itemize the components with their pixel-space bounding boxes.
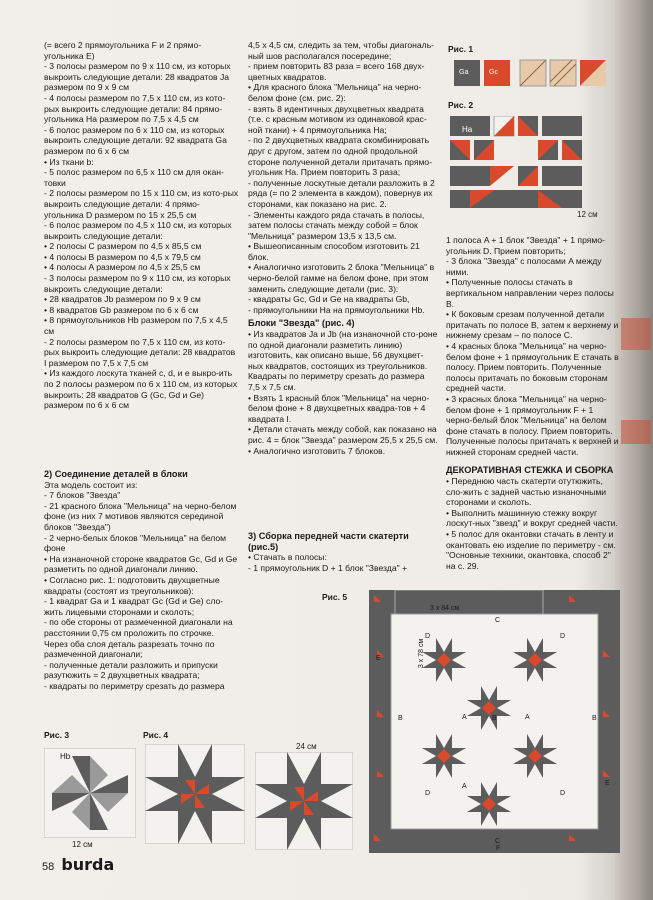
col2-paragraph: • Для красного блока "Мельница" на черно-белом фоне (см. рис. 2): bbox=[248, 82, 422, 103]
figure-2-label: Рис. 2 bbox=[448, 100, 474, 110]
figure-3-bw-mill-block bbox=[44, 748, 136, 838]
col2c-paragraph: • Детали стачать между собой, как показано на рис. 4 = блок "Звезда" размером 25,5 х 25,5 см. bbox=[248, 424, 438, 445]
hb-label: Hb bbox=[60, 752, 71, 761]
figure-4-label: Рис. 4 bbox=[143, 730, 169, 740]
col1-paragraph: - 5 полос размером по 6,5 х 110 см для окан-товки bbox=[44, 167, 224, 188]
page-number: 58 bbox=[42, 861, 55, 873]
quilt-label-a-1: A bbox=[462, 714, 467, 721]
col1b-paragraph: - 21 красного блока "Мельница" на черно-белом фоне (из них 7 мотивов являются серединой блоков "Звезда") bbox=[44, 500, 237, 532]
col1-paragraph: • 8 квадратов Gb размером по 6 х 6 см bbox=[44, 304, 199, 315]
col1b-paragraph: - 1 квадрат Ga и 1 квадрат Gc (Gd и Ge) сло-жить лицевыми сторонами и сколоть; bbox=[44, 596, 224, 617]
figure-2-mill-block bbox=[450, 116, 620, 212]
col1b-paragraph: - 7 блоков "Звезда" bbox=[44, 490, 121, 501]
col2c-paragraph: • Аналогично изготовить 7 блоков. bbox=[248, 445, 386, 456]
col1-paragraph: - 2 полосы размером по 7,5 х 110 см, из кото-рых выкроить следующие детали: 28 квадратов I размером по 7,5 х 7,5 см bbox=[44, 336, 236, 368]
col2-paragraph: - взять 8 идентичных двухцветных квадрата (т.е. с красным мотивом из одинаковой крас-ной ткани) + 4 прямоугольника Ha; bbox=[248, 103, 427, 135]
col1-paragraph: • 2 полосы C размером по 4,5 х 85,5 см bbox=[44, 241, 202, 252]
decorative-quilting-title: ДЕКОРАТИВНАЯ СТЕЖКА И СБОРКА bbox=[446, 465, 614, 476]
quilt-measure-height: 3 х 78 см bbox=[418, 638, 426, 669]
col3-paragraph: - 3 блока "Звезда" с полосами A между ними. bbox=[446, 256, 602, 277]
col1-paragraph: - 3 полосы размером по 9 х 110 см, из которых выкроить следующие детали: 28 квадратов Ja размером по 9 х 9 см bbox=[44, 61, 231, 93]
col1b-paragraph: • Согласно рис. 1: подготовить двухцветные квадраты (состоят из треугольников): bbox=[44, 574, 220, 596]
ga-label: Ga bbox=[459, 69, 469, 76]
page-footer bbox=[42, 855, 114, 874]
quilt-measure-width: 3 х 84 см bbox=[430, 605, 460, 612]
col2-paragraph: - полученные лоскутные детали разложить в 2 ряда (= по 2 элемента в каждом), повернув их сторонами, как показано на рис. 2. bbox=[248, 177, 435, 209]
figure-3-label: Рис. 3 bbox=[44, 730, 70, 740]
col1b-paragraph: - 2 черно-белых блоков "Мельница" на белом фоне bbox=[44, 532, 227, 554]
col3b-paragraph: • 5 полос для окантовки стачать в ленту и окантовать ею изделие по периметру - см. "Основные техники, окантовка, способ 2" на с. 29. bbox=[446, 529, 616, 571]
figure-1-label: Рис. 1 bbox=[448, 44, 474, 54]
col3b-paragraph: • Переднюю часть скатерти отутюжить, сло-жить с задней частью изнаночными сторонами и сколоть. bbox=[446, 476, 607, 508]
col2-paragraph: 4,5 х 4,5 см, следить за тем, чтобы диагональ-ный шов располагался посередине; bbox=[248, 40, 435, 61]
col3b-paragraph: • Выполнить машинную стежку вокруг лоскут-ных "звезд" и вокруг средней части. bbox=[446, 507, 618, 529]
section-2 bbox=[44, 466, 239, 691]
col2-paragraph: • Аналогично изготовить 2 блока "Мельница" в черно-белой гамме на белом фоне, при этом заменить следующие детали (рис. 3): bbox=[248, 262, 435, 294]
col1-paragraph: • Из ткани b: bbox=[44, 156, 94, 167]
quilt-label-b-3: B bbox=[492, 715, 497, 722]
quilt-label-d-2: D bbox=[425, 633, 431, 640]
col1-paragraph: • 4 полосы A размером по 4,5 х 25,5 см bbox=[44, 262, 201, 273]
column-2 bbox=[248, 40, 438, 456]
col3-paragraph: 1 полоса A + 1 блок "Звезда" + 1 прямо-угольник D. Прием повторить; bbox=[446, 235, 605, 256]
col2c-paragraph: • Взять 1 красный блок "Мельница" на черно-белом фоне + 8 двухцветных квадра-тов + 4 квадрата I. bbox=[248, 392, 430, 424]
gc-label: Gc bbox=[489, 69, 498, 76]
col3-paragraph: • 3 красных блока "Мельница" на черно-белом фоне + 1 прямоугольник F + 1 черно-белый блок "Мельница" на белом фоне стачать в полосу. Прием повторить. Полученные полосы притачать к верхней и нижней сторонам средней части. bbox=[446, 393, 619, 457]
figure-3-measure: 12 см bbox=[72, 840, 93, 849]
quilt-label-a-3: A bbox=[525, 714, 530, 721]
section-3-title: 3) Сборка передней части скатерти (рис.5) bbox=[248, 531, 409, 552]
col1b-paragraph: - квадраты по периметру срезать до размера bbox=[44, 680, 225, 691]
col2-paragraph: - прямоугольники Ha на прямоугольники Hb. bbox=[248, 304, 425, 315]
col1-paragraph: • 8 прямоугольников Hb размером по 7,5 х 4,5 см bbox=[44, 315, 228, 337]
col2-paragraph: - Элементы каждого ряда стачать в полосы, затем полосы стачать между собой = блок "Мельница" размером 13,5 х 13,5 см. bbox=[248, 209, 425, 241]
col1b-paragraph: - по обе стороны от размеченной диагонали на расстоянии 0,75 см проложить по строчке. Через оба слоя деталь разрезать точно по размеченной диагонали; bbox=[44, 617, 233, 660]
quilt-label-e-2: E bbox=[605, 780, 610, 787]
col2c-paragraph: • Из квадратов Ja и Jb (на изнаночной сто-роне по одной диагонали разметить линию) изготовить, как описано выше, 56 двухцвет-ных квадратов, состоящих из треугольников. Квадраты по периметру срезать до размера 7,5 х 7,5 см. bbox=[248, 329, 438, 392]
quilt-label-b-1: B bbox=[398, 715, 403, 722]
mill-block-exploded bbox=[450, 116, 582, 160]
star-block-diagram bbox=[255, 752, 353, 850]
col3-paragraph: • 4 красных блока "Мельница" на черно-белом фоне + 1 прямоугольник E стачать в полосу. Прием повторить. Полученные полосы притачать по боковым сторонам средней части. bbox=[446, 340, 619, 394]
column-3 bbox=[446, 235, 622, 571]
col1-paragraph: • 28 квадратов Jb размером по 9 х 9 см bbox=[44, 294, 201, 305]
col1-paragraph: - 3 полосы размером по 9 х 110 см, из которых выкроить следующие детали: bbox=[44, 273, 231, 294]
brand-logo: burda bbox=[61, 855, 115, 874]
section-2-title: 2) Соединение деталей в блоки bbox=[44, 469, 188, 479]
col2-paragraph: - прием повторить 83 раза = всего 168 двух-цветных квадратов. bbox=[248, 61, 425, 82]
col1-paragraph: (= всего 2 прямоугольника F и 2 прямо-угольника E) bbox=[44, 40, 202, 61]
star-blocks-title: Блоки "Звезда" (рис. 4) bbox=[248, 318, 355, 329]
ha-label: Ha bbox=[462, 125, 473, 134]
section-3 bbox=[248, 528, 438, 573]
col2d-paragraph: • Стачать в полосы: bbox=[248, 552, 327, 563]
quilt-label-d-1: D bbox=[560, 633, 566, 640]
col1-paragraph: - 2 полосы размером по 15 х 110 см, из кото-рых выкроить следующие детали: 4 прямо-угольника D размером по 15 х 25,5 см bbox=[44, 188, 239, 220]
col2d-paragraph: - 1 прямоугольник D + 1 блок "Звезда" + bbox=[248, 562, 408, 573]
quilt-label-e-1: E bbox=[376, 655, 381, 662]
col3-paragraph: • Полученные полосы стачать в вертикальном направлении через полосы B. bbox=[446, 277, 614, 309]
col1-paragraph: - 6 полос размером по 4,5 х 110 см, из которых выкроить следующие детали: bbox=[44, 220, 232, 241]
col1-paragraph: - 6 полос размером по 6 х 110 см, из которых выкроить следующие детали: 92 квадрата Ga размером по 6 х 6 см bbox=[44, 124, 227, 156]
quilt-label-c-bottom: C bbox=[495, 838, 501, 845]
quilt-label-c-top: C bbox=[495, 617, 501, 624]
quilt-label-d-4: D bbox=[425, 790, 431, 797]
col2-paragraph: - квадраты Gc, Gd и Ge на квадраты Gb, bbox=[248, 294, 410, 305]
figure-2-measure: 12 см bbox=[577, 210, 598, 219]
figure-5-label: Рис. 5 bbox=[322, 592, 348, 602]
col3-paragraph: • К боковым срезам полученной детали притачать по полосе B, затем к верхнему и нижнему срезам – по полосе C. bbox=[446, 309, 619, 341]
quilt-label-b-2: B bbox=[592, 715, 597, 722]
col1b-paragraph: • На изнаночной стороне квадратов Gc, Gd и Ge разметить по одной диагонали линию. bbox=[44, 553, 238, 575]
column-1 bbox=[44, 40, 239, 411]
figure-1-diagram bbox=[452, 58, 607, 88]
col1-paragraph: • 4 полосы B размером по 4,5 х 79,5 см bbox=[44, 251, 201, 262]
col1b-paragraph: Эта модель состоит из: bbox=[44, 479, 138, 490]
quilt-label-a-2: A bbox=[462, 783, 467, 790]
col1-paragraph: - 4 полосы размером по 7,5 х 110 см, из кото-рых выкроить следующие детали: 84 прямо-угольника Ha размером по 7,5 х 4,5 см bbox=[44, 92, 226, 125]
star-block-measure: 24 см bbox=[296, 742, 317, 751]
quilt-label-f: F bbox=[496, 845, 501, 852]
figure-4-star-block bbox=[145, 744, 245, 844]
col2-paragraph: - по 2 двухцветных квадрата скомбинировать друг с другом, затем по одной продольной стороне полученной детали притачать прямо-угольник Ha. Прием повторить 3 раза; bbox=[248, 135, 433, 178]
quilt-label-d-3: D bbox=[560, 790, 566, 797]
col2-paragraph: • Вышеописанным способом изготовить 21 блок. bbox=[248, 241, 420, 262]
col1-paragraph: • Из каждого лоскута тканей c, d, и e выкро-ить по 2 полосы размером по 6 х 110 см, из которых выкроить: 28 квадратов G (Gc, Gd и Ge) размером по 6 х 6 см bbox=[44, 368, 238, 411]
col1b-paragraph: - полученные детали разложить и припуски разутюжить = 2 двухцветных квадрата; bbox=[44, 659, 218, 681]
